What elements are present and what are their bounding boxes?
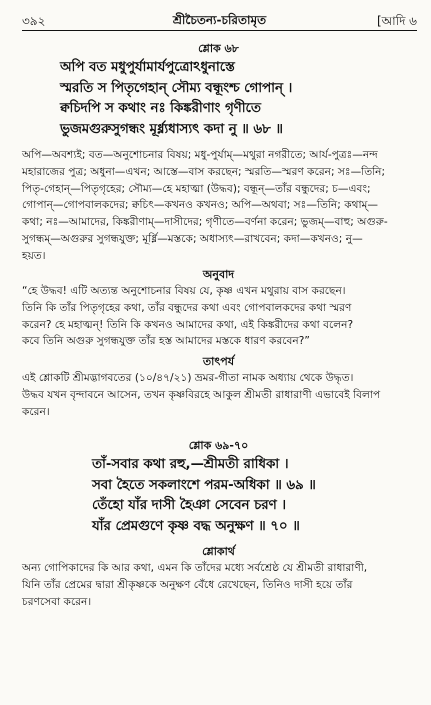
verse-69-70-heading: শ্লোক ৬৯-৭০ (188, 439, 249, 452)
verse-line: ক্বচিদপি স কথাং নঃ কিঙ্করীণাং গৃণীতে (60, 101, 261, 116)
verse-line: ভুজমগুরুসুগন্ধং মূর্ধ্ন্যধাস্যৎ কদা নু ॥ ৬৮ ॥ (60, 121, 283, 137)
page-number: ৩৯২ (22, 14, 46, 28)
translation-line: তিনি কি তাঁর পিতৃগৃহের কথা, তাঁর বন্ধুদের কথা এবং গোপবালকদের কথা স্মরণ (22, 301, 352, 314)
running-header (22, 9, 417, 31)
word-meaning-line: অপি—অবশ্যই; বত—অনুশোচনার বিষয়; মধু-পুর্যাম্‌—মথুরা নগরীতে; আর্য-পুত্রঃ—নন্দ (22, 149, 378, 161)
verse-69-70-text (92, 455, 415, 537)
verse-meaning (22, 560, 415, 610)
verse-line: অপি বত মধুপুর্যামার্যপুত্রোঽধুনাস্তে (60, 60, 235, 75)
meaning-heading: শ্লোকার্থ (202, 545, 235, 558)
word-meaning-line: গোপান্‌—গোপবালকদের; ক্বচিৎ—কখনও কখনও; অপি—অথবা; সঃ—তিনি; কথাম্‌— (22, 199, 379, 212)
book-title: শ্রীচৈতন্য-চরিতামৃত (172, 13, 267, 27)
word-meaning-line: সুগন্ধম্‌—অগুরুর সুগন্ধযুক্ত; মূর্ধ্নি—মস্তকে; অধাস্যৎ—রাখবেন; কদা—কখনও; নু— (22, 232, 363, 245)
translation-heading: অনুবাদ (202, 268, 235, 281)
chapter-reference: [আদি ৬ (376, 14, 417, 28)
translation-line: কবে তিনি অগুরু সুগন্ধযুক্ত তাঁর হস্ত আমাদের মস্তকে ধারণ করবেন?” (22, 335, 310, 348)
header-rule (22, 30, 417, 31)
translation-line: করেন? হে মহাত্মন্‌! তিনি কি কখনও আমাদের কথা, এই কিঙ্করীদের কথা বলেন? (22, 318, 354, 331)
word-meaning-line: হয়ত। (22, 249, 46, 262)
verse-68-heading: শ্লোক ৬৮ (198, 42, 239, 55)
purport-heading: তাৎপর্য (202, 355, 235, 368)
verse-68-text (60, 58, 415, 140)
meaning-line: চরণসেবা করেন। (22, 595, 92, 608)
word-meaning-line: পিতৃ-গেহান্‌—পিতৃগৃহের; সৌম্য—হে মহাত্মা (উদ্ধব); বন্ধূন্‌—তাঁর বন্ধুদের; চ—এবং; (22, 182, 371, 195)
purport (22, 370, 415, 420)
verse-line: তাঁ-সবার কথা রহু,—শ্রীমতী রাধিকা । (92, 457, 289, 472)
word-meanings (22, 147, 415, 265)
meaning-line: অন্য গোপিকাদের কি আর কথা, এমন কি তাঁদের মধ্যে সর্বশ্রেষ্ঠ যে শ্রীমতী রাধারাণী, (22, 562, 368, 574)
word-meaning-line: কথা; নঃ—আমাদের, কিঙ্করীণাম্‌—দাসীদের; গৃণীতে—বর্ণনা করেন; ভুজম্‌—বাহু; অগুরু- (22, 216, 388, 229)
verse-line: সবা হৈতে সকলাংশে পরম-অধিকা ॥ ৬৯ ॥ (92, 477, 316, 493)
word-meaning-line: মহারাজের পুত্র; অধুনা—এখন; আস্তে—বাস করছেন; স্মরতি—স্মরণ করেন; সঃ—তিনি; (22, 165, 386, 178)
translation-line: “হে উদ্ধব! এটি অত্যন্ত অনুশোচনার বিষয় যে, কৃষ্ণ এখন মথুরায় বাস করছেন। (22, 285, 346, 297)
verse-line: তেঁহো যাঁর দাসী হৈঞা সেবেন চরণ । (92, 498, 286, 513)
purport-line: করেন। (22, 405, 50, 418)
verse-line: স্মরতি স পিতৃগেহান্‌ সৌম্য বন্ধূংশ্চ গোপান্‌ । (60, 80, 293, 96)
translation (22, 283, 415, 350)
verse-line: যাঁর প্রেমগুণে কৃষ্ণ বদ্ধ অনুক্ষণ ॥ ৭০ ॥ (92, 518, 300, 534)
purport-line: এই শ্লোকটি শ্রীমদ্ভাগবতের (১০/৪৭/২১) ভ্রমর-গীতা নামক অধ্যায় থেকে উদ্ধৃত। (22, 372, 354, 384)
meaning-line: যিনি তাঁর প্রেমের দ্বারা শ্রীকৃষ্ণকে অনুক্ষণ বেঁধে রেখেছেন, তিনিও দাসী হয়ে তাঁর (22, 578, 353, 591)
purport-line: উদ্ধব যখন বৃন্দাবনে আসেন, তখন কৃষ্ণবিরহে আকুল শ্রীমতী রাধারাণী এভাবেই বিলাপ (22, 388, 381, 401)
